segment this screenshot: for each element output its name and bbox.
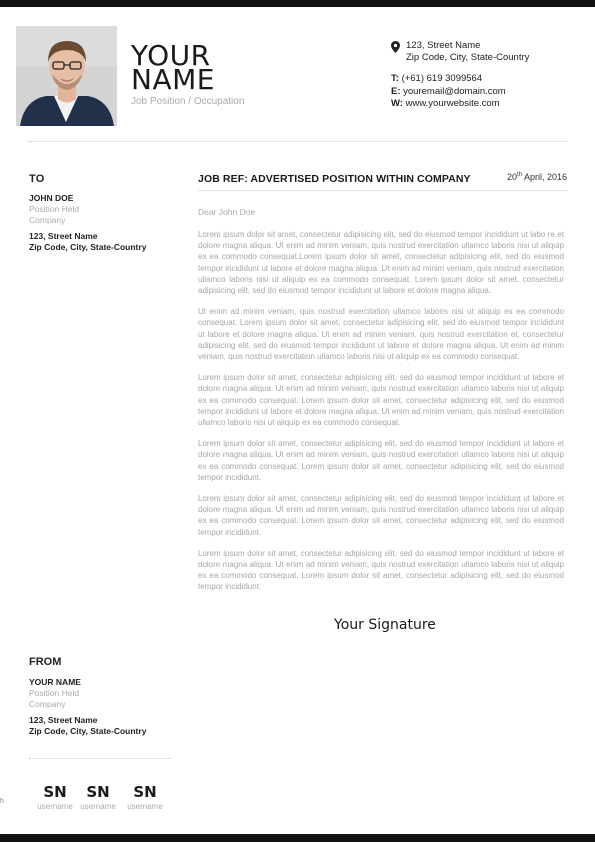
phone-row [391, 73, 506, 86]
letter-date [507, 172, 567, 182]
social-link-3[interactable] [125, 784, 165, 811]
social-username: username [80, 802, 116, 811]
contact-details [391, 73, 506, 111]
job-position: Job Position / Occupation [131, 96, 245, 107]
sender-company: Company [29, 699, 66, 709]
recipient-company: Company [29, 215, 66, 225]
body-paragraph: Lorem ipsum dolor sit amet, consectetur adipisicing elit, sed do eiusmod tempor incididunt ut labore et dolore magna aliqua. Ut enim ad minim veniam, quis nostrud exercitation ullamco laboris nisi ut aliquip ex ea commodo consequat. Lorem ipsum dolor sit amet, consectetur adipisicing elit, sed do eiusmod tempor incididunt ut labore et dolore magna aliqua. Ut enim ad minim veniam, quis nostrud exercitation ullamco laboris nisi ut aliquip ex ea commodo consequat. [198, 373, 564, 428]
greeting: Dear John Doe [198, 207, 256, 217]
profile-photo [16, 26, 117, 126]
body-paragraph: Lorem ipsum dolor sit amet, consectetur adipisicing elit, sed do eiusmod tempor incididunt ut labore et dolore magna aliqua. Ut enim ad minim veniam, quis nostrud exercitation ullamco laboris nisi ut aliquip ex ea commodo consequat. Lorem ipsum dolor sit amet, consectetur adipisicing elit, sed do eiusmod tempor incididunt. [198, 439, 564, 482]
social-username: username [127, 802, 163, 811]
social-icon: SN [133, 783, 157, 801]
top-border-bar [0, 0, 595, 7]
sender-name: YOUR NAME [29, 677, 81, 687]
name-first-line: YOUR [131, 39, 211, 72]
sender-position: Position Held [29, 688, 80, 698]
letter-body [198, 229, 564, 603]
sender-block [29, 677, 146, 737]
bottom-border-bar [0, 834, 595, 842]
date-day: 20 [506, 172, 517, 182]
from-heading: FROM [29, 656, 62, 668]
body-paragraph: Ut enim ad minim veniam, quis nostrud exercitation ullamco laboris nisi ut aliquip ex ea commodo consequat. Lorem ipsum dolor sit amet, consectetur adipisicing elit, sed do eiusmod tempor incididunt ut labore et dolore magna aliqua. Ut enim ad minim veniam, quis nostrud exercitation et, consectetur adipisicing elit, sed do eiusmod tempor incididunt ut labore et dolore magna aliqua. Ut enim ad minim veniam, quis nostrud exercitation ullamco laboris nisi ut aliquip ex ea commodo consequat. [198, 307, 564, 362]
social-icon: SN [43, 783, 67, 801]
web-row [391, 98, 506, 111]
sender-city: Zip Code, City, State-Country [29, 726, 147, 736]
social-username: username [37, 802, 73, 811]
email-value[interactable]: youremail@domain.com [403, 85, 506, 97]
email-label: E: [391, 85, 401, 97]
signature: Your Signature [334, 617, 436, 633]
social-icon: SN [86, 783, 110, 801]
date-suffix: th [516, 172, 522, 178]
date-rest: April, 2016 [521, 172, 567, 182]
stray-mark: h [0, 798, 4, 805]
social-link-2[interactable] [78, 784, 118, 811]
web-label: W: [391, 98, 403, 109]
social-link-1[interactable] [35, 784, 75, 811]
recipient-name: JOHN DOE [29, 193, 74, 203]
header-divider [28, 141, 568, 142]
recipient-street: 123, Street Name [29, 231, 98, 241]
location-pin-icon [391, 41, 400, 53]
header-address [391, 40, 529, 64]
job-ref-divider [198, 190, 568, 191]
recipient-position: Position Held [29, 204, 80, 214]
job-reference: JOB REF: ADVERTISED POSITION WITHIN COMPANY [198, 173, 471, 185]
header-city: Zip Code, City, State-Country [406, 52, 530, 63]
body-paragraph: Lorem ipsum dolor sit amet, consectetur adipisicing elit, sed do eiusmod tempor incididunt ut labore et dolore magna aliqua. Ut enim ad minim veniam, quis nostrud exercitation ullamco laboris nisi ut aliquip ex ea commodo consequat. Lorem ipsum dolor sit amet, consectetur adipisicing elit, sed do eiusmod tempor incididunt. [198, 494, 564, 537]
web-value[interactable]: www.yourwebsite.com [405, 98, 500, 109]
recipient-city: Zip Code, City, State-Country [29, 242, 147, 252]
footer-divider [29, 758, 171, 759]
name-second-line: NAME [131, 63, 215, 96]
phone-value[interactable]: (+61) 619 3099564 [401, 73, 483, 84]
to-heading: TO [29, 173, 45, 185]
email-row [391, 86, 506, 99]
header-street: 123, Street Name [406, 40, 481, 51]
sender-street: 123, Street Name [29, 715, 98, 725]
phone-label: T: [391, 73, 399, 84]
body-paragraph: Lorem ipsum dolor sit amet, consectetur adipisicing elit, sed do eiusmod tempor incididunt ut labo re et dolore magna aliqua. Ut enim ad minim veniam, quis nostrud exercitation ullamco laboris nisi ut aliquip ex ea commodo consequat.Lorem ipsum dolor sit amet, consectetur adipisicing elit, sed do eiusmod tempor incididunt ut labore et dolore magna aliqua. Ut enim ad minim veniam, quis nostrud exercitation ullamco laboris nisi ut aliquip ex ea commodo consequat. Lorem ipsum dolor sit amet, consectetur adipisicing elit, sed do eiusmod tempor incididunt ut labore et dolore magna aliqua. [198, 230, 564, 296]
body-paragraph: Lorem ipsum dolor sit amet, consectetur adipisicing elit, sed do eiusmod tempor incididunt ut labore et dolore magna aliqua. Ut enim ad minim veniam, quis nostrud exercitation ullamco laboris nisi ut aliquip ex ea commodo consequat. Lorem ipsum dolor sit amet, consectetur adipisicing elit, sed do eiusmod tempor incididunt. [198, 548, 564, 592]
recipient-block [29, 193, 146, 253]
